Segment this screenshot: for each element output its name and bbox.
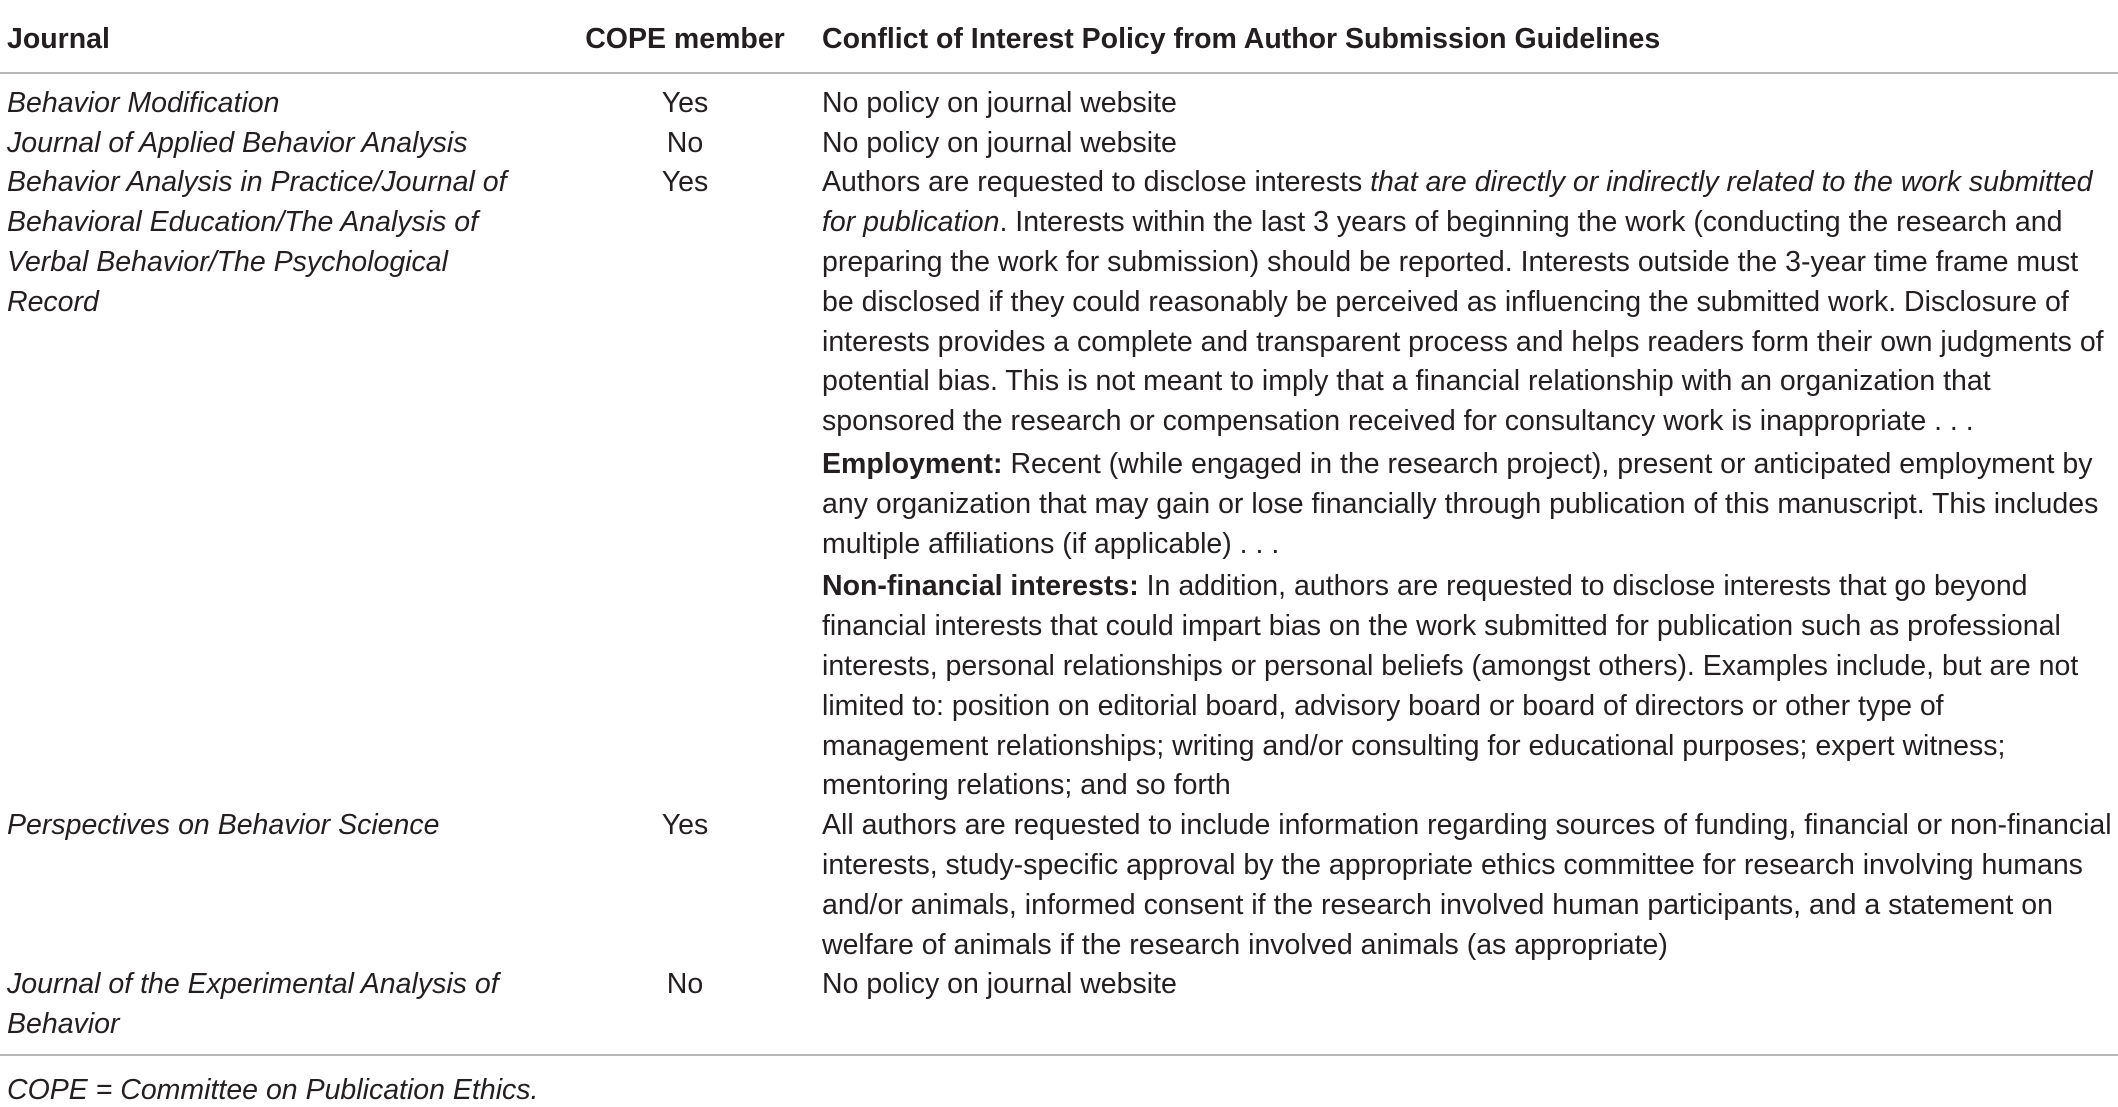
policy-intro-text-continued: . Interests within the last 3 years of beginning the work (conducting the research and preparing the work for submission) should be reported. Interests outside the 3-year time frame must be disclosed if they could reasonably be perceived as influencing the submitted work. Disclosure of interests provides a complete and transparent process and helps readers form their own judgments of potential bias. This is not meant to imply that a financial relationship with an organization that sponsored the research or compensation received for consultancy work is inappropriate . . .	[822, 206, 2104, 438]
policy-text: No policy on journal website	[822, 86, 1177, 119]
cope-member-value: No	[548, 965, 822, 1055]
table-row	[0, 73, 2118, 124]
non-financial-paragraph	[822, 567, 2116, 806]
policy-intro-paragraph	[822, 163, 2116, 442]
table-row	[0, 806, 2118, 965]
non-financial-text: In addition, authors are requested to disclose interests that go beyond financial interests that could impart bias on the work submitted for publication such as professional interests, personal relationships or personal beliefs (amongst others). Examples include, but are not limited to: position on editorial board, advisory board or board of directors or other type of management relationships; writing and/or consulting for educational purposes; expert witness; mentoring relations; and so forth	[822, 570, 2079, 802]
journal-name: Journal of the Experimental Analysis of Behavior	[0, 965, 548, 1055]
table-footnote: COPE = Committee on Publication Ethics.	[7, 1074, 539, 1106]
table-row	[0, 124, 2118, 164]
non-financial-label: Non-financial interests:	[822, 570, 1139, 603]
policy-intro-emphasis: that are directly or indirectly related to the work submitted for publication	[822, 166, 2093, 239]
journal-name: Perspectives on Behavior Science	[7, 809, 440, 842]
cope-member-value: Yes	[661, 86, 709, 119]
policy-text	[822, 163, 2118, 806]
employment-paragraph	[822, 445, 2116, 564]
employment-text: Recent (while engaged in the research project), present or anticipated employment by any organization that may gain or lose financially through publication of this manuscript. This includes multiple affiliations (if applicable) . . .	[822, 447, 2099, 560]
policy-text: No policy on journal website	[822, 965, 2118, 1055]
journal-name: Behavior Analysis in Practice/Journal of Behavioral Education/The Analysis of Verbal Behavior/The Psychological Record	[7, 166, 507, 318]
conflict-of-interest-table	[0, 10, 2118, 1056]
table-row	[0, 965, 2118, 1055]
cope-member-value: Yes	[661, 166, 709, 199]
policy-text: All authors are requested to include information regarding sources of funding, financial or non-financial interests, study-specific approval by the appropriate ethics committee for research involving humans and/or animals, informed consent if the research involved human participants, and a statement on welfare of animals if the research involved animals (as appropriate)	[822, 809, 2112, 961]
column-header-cope-member: COPE member	[548, 10, 822, 73]
employment-label: Employment:	[822, 447, 1003, 480]
policy-text: No policy on journal website	[822, 126, 1177, 159]
table-row	[0, 163, 2118, 806]
policy-intro-text: Authors are requested to disclose interests	[822, 166, 1371, 199]
cope-member-value: No	[666, 126, 704, 159]
column-header-journal: Journal	[0, 10, 548, 73]
column-header-policy: Conflict of Interest Policy from Author Submission Guidelines	[822, 10, 2118, 73]
cope-member-value: Yes	[661, 809, 709, 842]
table-header-row	[0, 10, 2118, 73]
journal-name: Journal of Applied Behavior Analysis	[7, 126, 468, 159]
journal-name: Behavior Modification	[7, 86, 280, 119]
